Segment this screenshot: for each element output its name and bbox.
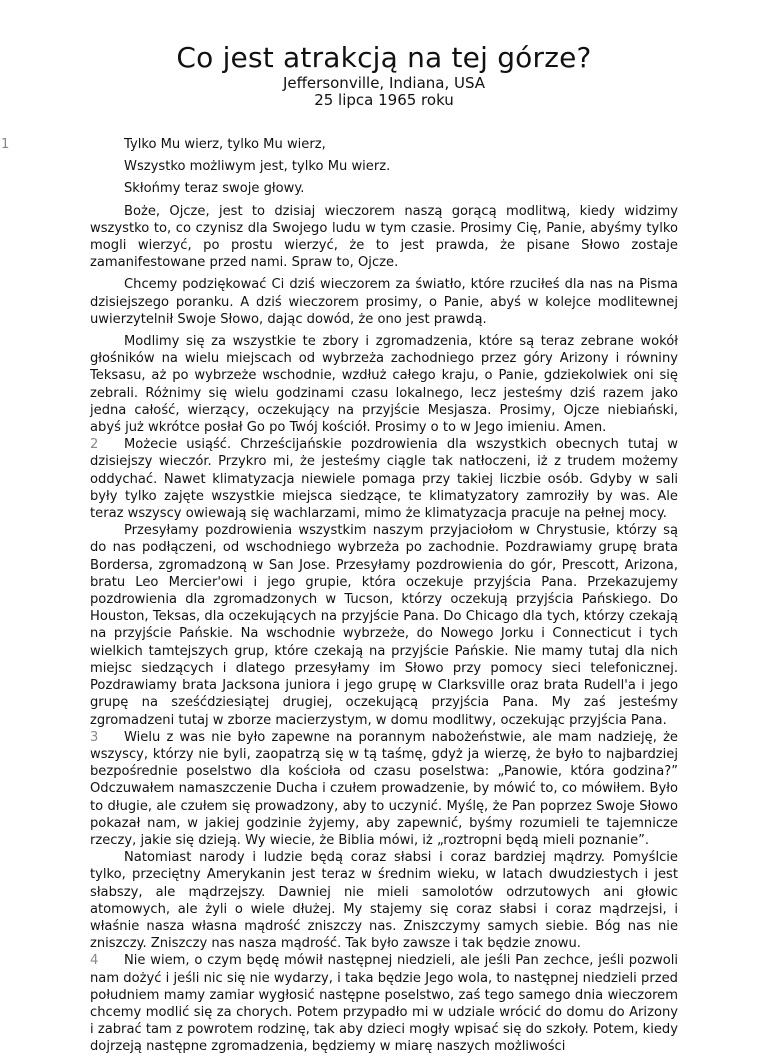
paragraph: Chcemy podziękować Ci dziś wieczorem za światło, które rzuciłeś dla nas na Pisma dzisiejszego poranku. A dziś wieczorem prosimy, o Panie, abyś w kolejce modlitewnej uwierzytelnił Swoje Słowo, dając dowód, że ono jest prawdą. xyxy=(90,277,678,327)
paragraph: 1 Tylko Mu wierz, tylko Mu wierz, xyxy=(1,137,326,152)
page-title: Co jest atrakcją na tej górze? xyxy=(176,41,592,74)
paragraph: Wszystko możliwym jest, tylko Mu wierz. xyxy=(124,159,391,175)
paragraph: Przesyłamy pozdrowienia wszystkim naszym przyjaciołom w Chrystusie, którzy są do nas podłączeni, od wschodniego wybrzeża po zachodnie. Pozdrawiamy grupę brata Bordersa, zgromadzoną w San Jose. Przesyłamy pozdrowienia do gór, Prescott, Arizona, bratu Leo Mercier'owi i jego grupie, która oczekuje przyjścia Pana. Przekazujemy pozdrowienia dla zgromadzonych w Tucson, którzy oczekują przyjścia Pańskiego. Do Houston, Teksas, dla oczekujących na przyjście Pana. Do Chicago dla tych, którzy czekają na przyjście Pańskie. Na wschodnie wybrzeże, do Nowego Jorku i Connecticut i tych wielkich tamtejszych grup, które czekają na przyjście Pańskie. Nie mamy tutaj dla nich miejsc siedzących i dlatego przesyłamy im Słowo przy pomocy sieci telefonicznej. Pozdrawiamy brata Jacksona juniora i jego grupę w Clarksville oraz brata Rudell'a i jego grupę na sześćdziesiątej drugiej, oczekującą przyjścia Pana. My zaś jesteśmy zgromadzeni tutaj w zborze macierzystym, w domu modlitwy, oczekując przyjścia Pana. xyxy=(90,523,678,728)
paragraph: Boże, Ojcze, jest to dzisiaj wieczorem naszą gorącą modlitwą, kiedy widzimy wszystko to, co czynisz dla Swojego ludu w tym czasie. Prosimy Cię, Panie, abyśmy tylko mogli wierzyć, po prostu wierzyć, że to jest prawda, że pisane Słowo zostaje zamanifestowane przed nami. Spraw to, Ojcze. xyxy=(90,203,678,271)
paragraph: Natomiast narody i ludzie będą coraz słabsi i coraz bardziej mądrzy. Pomyślcie tylko, przeciętny Amerykanin jest teraz w średnim wieku, w latach dwudziestych i jest słabszy, ale mądrzejszy. Dawniej nie mieli samolotów odrzutowych ani głowic atomowych, ale żyli o wiele dłużej. My stajemy się coraz słabsi i coraz mądrzejsi, i właśnie nasza własna mądrość zniszczy nas. Zniszczymy samych siebie. Bóg nas nie zniszczy. Zniszczy nas nasza mądrość. Tak było zawsze i tak będzie znowu. xyxy=(90,850,678,952)
paragraph: Skłońmy teraz swoje głowy. xyxy=(124,181,305,197)
paragraph-number: 2 xyxy=(90,437,99,453)
paragraph: 3 Wielu z was nie było zapewne na porannym nabożeństwie, ale mam nadzieję, że wszyscy, którzy nie byli, zaopatrzą się w tą taśmę, gdyż ja wierzę, że było to najbardziej bezpośrednie poselstwo dla kościoła od czasu poselstwa: „Panowie, która godzina?” Odczuwałem namaszczenie Ducha i czułem prowadzenie, by mówić to, co mówiłem. Było to długie, ale czułem się prowadzony, aby to uczynić. Myślę, że Pan poprzez Swoje Słowo pokazał nam, w jakiej godzinie żyjemy, aby zapewnić, byśmy rozumieli te tajemnicze rzeczy, jakie się dzieją. Wy wiecie, że Biblia mówi, iż „roztropni będą mieli poznanie”. xyxy=(90,729,678,848)
paragraph-number: 3 xyxy=(90,729,99,745)
location-line: Jeffersonville, Indiana, USA xyxy=(282,74,486,92)
paragraph: 2 Możecie usiąść. Chrześcijańskie pozdrowienia dla wszystkich obecnych tutaj w dzisiejszy wieczór. Przykro mi, że jesteśmy ciągle tak natłoczeni, iż z trudem możemy oddychać. Nawet klimatyzacja niewiele pomaga przy takiej liczbie osób. Gdyby w sali były tylko zajęte wszystkie miejsca siedzące, te klimatyzatory zamroziły by was. Ale teraz wszyscy owiewają się wachlarzami, mimo że klimatyzacja pracuje na pełnej mocy. xyxy=(90,437,678,522)
sermon-body xyxy=(1,136,678,1056)
paragraph: 4 Nie wiem, o czym będę mówił następnej niedzieli, ale jeśli Pan zechce, jeśli pozwoli nam dożyć i jeśli nic się nie wydarzy, i taka będzie Jego wola, to następnej niedzieli przed południem mamy zamiar wygłosić następne poselstwo, zaś tego samego dnia wieczorem chcemy modlić się za chorych. Potem przypadło mi w udziale wrócić do domu do Arizony i zabrać tam z powrotem rodzinę, tak aby dzieci mogły wpisać się do szkoły. Potem, kiedy dojrzeją następne zgromadzenia, będziemy w miarę naszych możliwości xyxy=(90,953,678,1055)
paragraph: Modlimy się za wszystkie te zbory i zgromadzenia, które są teraz zebrane wokół głośników na wielu miejscach od wybrzeża zachodniego przez góry Arizony i równiny Teksasu, aż po wybrzeże wschodnie, wzdłuż całego kraju, o Panie, gdziekolwiek oni się zebrali. Różnimy się wielu godzinami czasu lokalnego, lecz jesteśmy dziś razem jako jedna całość, wierzący, oczekujący na przyjście Mesjasza. Prosimy, Ojcze niebiański, abyś już wkrótce posłał Go po Twój kościół. Prosimy o to w Jego imieniu. Amen. xyxy=(90,334,678,436)
paragraph-number: 4 xyxy=(90,953,99,969)
date-line: 25 lipca 1965 roku xyxy=(314,91,454,109)
paragraph-number: 1 xyxy=(1,137,10,152)
